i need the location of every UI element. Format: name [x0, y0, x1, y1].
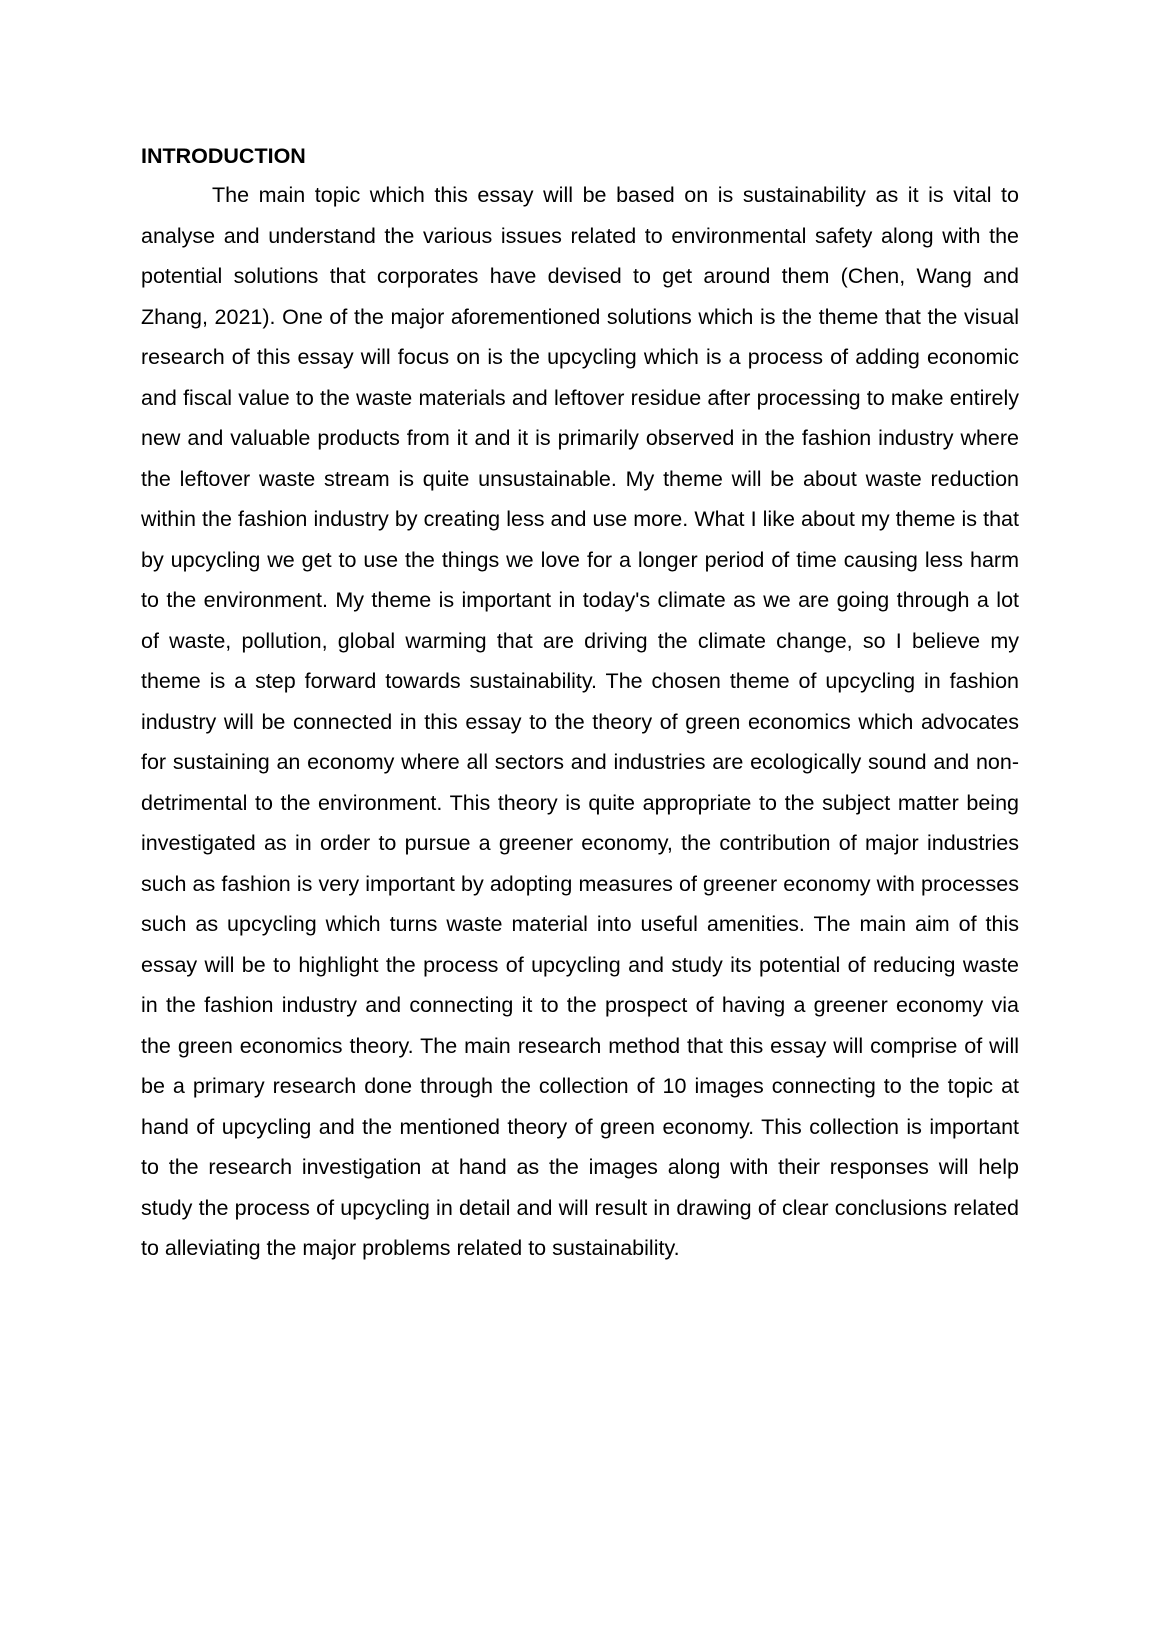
document-content — [141, 137, 1019, 1269]
section-heading: INTRODUCTION — [141, 144, 306, 168]
introduction-paragraph: The main topic which this essay will be based on is sustainability as it is vital to analyse and understand the various issues related to environmental safety along with the potential solutions that corporates have devised to get around them (Chen, Wang and Zhang, 2021). One of the major aforementioned solutions which is the theme that the visual research of this essay will focus on is the upcycling which is a process of adding economic and fiscal value to the waste materials and leftover residue after processing to make entirely new and valuable products from it and it is primarily observed in the fashion industry where the leftover waste stream is quite unsustainable. My theme will be about waste reduction within the fashion industry by creating less and use more. What I like about my theme is that by upcycling we get to use the things we love for a longer period of time causing less harm to the environment. My theme is important in today's climate as we are going through a lot of waste, pollution, global warming that are driving the climate change, so I believe my theme is a step forward towards sustainability. The chosen theme of upcycling in fashion industry will be connected in this essay to the theory of green economics which advocates for sustaining an economy where all sectors and industries are ecologically sound and non-detrimental to the environment. This theory is quite appropriate to the subject matter being investigated as in order to pursue a greener economy, the contribution of major industries such as fashion is very important by adopting measures of greener economy with processes such as upcycling which turns waste material into useful amenities. The main aim of this essay will be to highlight the process of upcycling and study its potential of reducing waste in the fashion industry and connecting it to the prospect of having a greener economy via the green economics theory. The main research method that this essay will comprise of will be a primary research done through the collection of 10 images connecting to the topic at hand of upcycling and the mentioned theory of green economy. This collection is important to the research investigation at hand as the images along with their responses will help study the process of upcycling in detail and will result in drawing of clear conclusions related to alleviating the major problems related to sustainability. — [141, 183, 1019, 1260]
